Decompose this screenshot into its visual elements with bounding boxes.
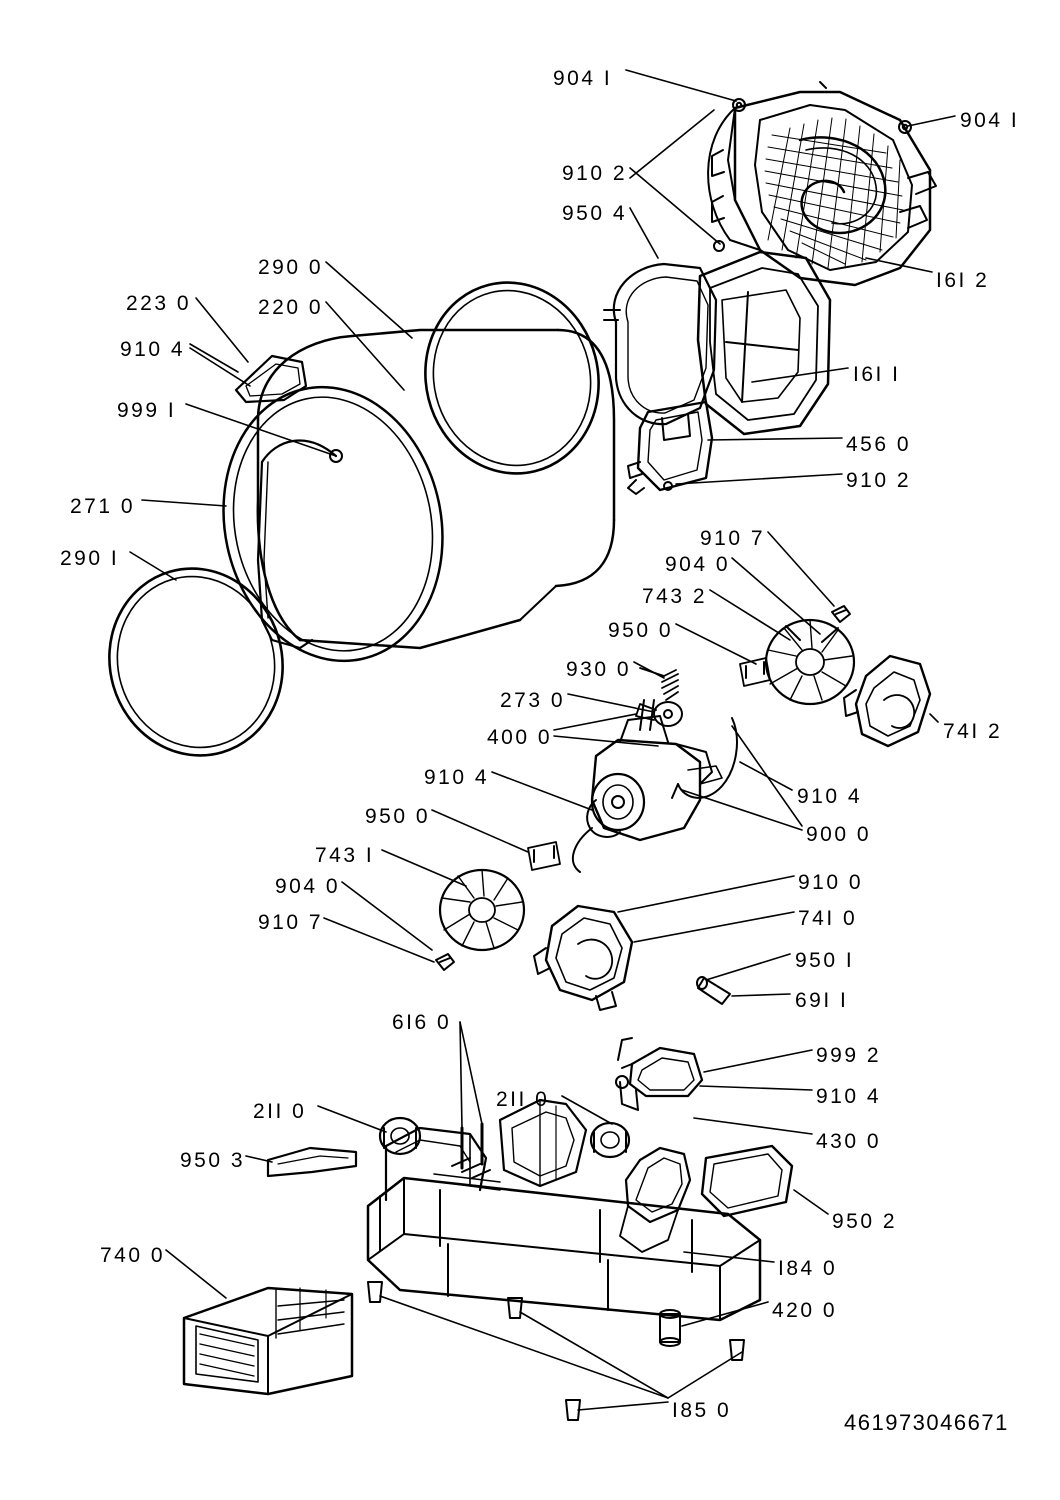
part-label: I6I 2: [936, 269, 990, 292]
drawing-number: 461973046671: [844, 1410, 1009, 1435]
part-label: 950 0: [608, 619, 674, 642]
part-label: 740 0: [100, 1244, 166, 1267]
part-label: 904 I: [553, 67, 613, 90]
part-label: 910 4: [816, 1085, 882, 1108]
control-module: [628, 402, 712, 494]
part-label: 743 I: [315, 844, 375, 867]
part-label: 290 0: [258, 256, 324, 279]
part-label: 6I6 0: [392, 1011, 452, 1034]
part-label: I85 0: [672, 1399, 732, 1422]
part-label: 910 0: [798, 871, 864, 894]
part-label: 74I 0: [798, 907, 858, 930]
roller-left: [380, 1118, 420, 1154]
part-label: 950 0: [365, 805, 431, 828]
part-label: 910 7: [258, 911, 324, 934]
part-label: 290 I: [60, 547, 120, 570]
part-label: 430 0: [816, 1130, 882, 1153]
part-label: 910 7: [700, 527, 766, 550]
part-label: I84 0: [778, 1257, 838, 1280]
part-label: 904 0: [275, 875, 341, 898]
part-label: 950 2: [832, 1210, 898, 1233]
part-label: 910 4: [424, 766, 490, 789]
fan-housing-right: [844, 656, 930, 746]
motor-assembly: [436, 606, 930, 1010]
part-label: 910 2: [846, 469, 912, 492]
part-label: 271 0: [70, 495, 136, 518]
part-label: 904 0: [665, 553, 731, 576]
heater-unit: [184, 1288, 352, 1394]
base-frame-assembly: [184, 1038, 792, 1420]
part-label: 999 I: [117, 399, 177, 422]
roller-right: [591, 1123, 629, 1157]
rear-cover-assembly: [708, 82, 936, 285]
part-label: 74I 2: [943, 720, 1003, 743]
part-label: 2II 0: [496, 1088, 550, 1111]
part-label: 999 2: [816, 1044, 882, 1067]
part-label: 400 0: [487, 726, 553, 749]
top-bracket: [616, 1038, 702, 1110]
part-label: I6I I: [853, 363, 901, 386]
part-label: 223 0: [126, 292, 192, 315]
fan-housing-lower: [534, 906, 632, 1010]
impeller-lower: [440, 870, 524, 950]
part-label: 910 2: [562, 162, 628, 185]
part-label: 69I I: [795, 989, 849, 1012]
part-label: 950 3: [180, 1149, 246, 1172]
part-label: 900 0: [806, 823, 872, 846]
part-label: 930 0: [566, 658, 632, 681]
part-label: 420 0: [772, 1299, 838, 1322]
part-label: 2II 0: [253, 1100, 307, 1123]
part-label: 950 4: [562, 202, 628, 225]
seal-pad: [702, 1146, 792, 1216]
part-label: 910 4: [120, 338, 186, 361]
part-label: 950 I: [795, 949, 855, 972]
part-label: 904 I: [960, 109, 1020, 132]
part-label: 220 0: [258, 296, 324, 319]
part-label: 456 0: [846, 433, 912, 456]
part-label: 743 2: [642, 585, 708, 608]
part-label: 273 0: [500, 689, 566, 712]
part-label: 910 4: [797, 785, 863, 808]
